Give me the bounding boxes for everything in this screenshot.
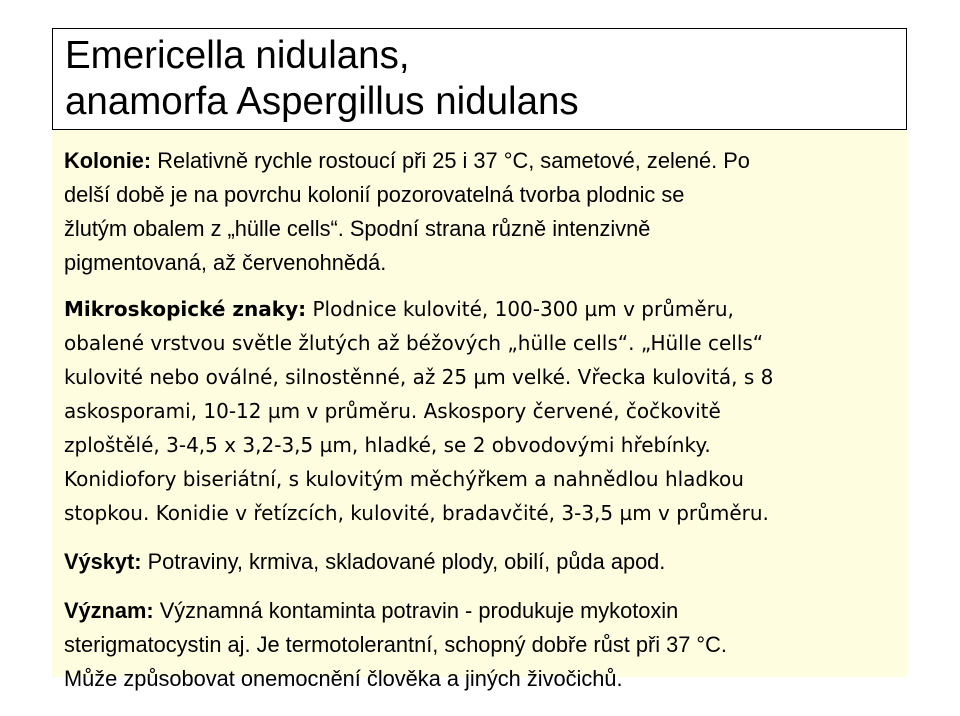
kolonie-line-2: delší době je na povrchu kolonií pozorovatelná tvorba plodnic se — [64, 182, 685, 207]
vyskyt-line-1: Výskyt: Potraviny, krmiva, skladované plody, obilí, půda apod. — [64, 549, 666, 574]
mikroskopicke-line-1: Mikroskopické znaky: Plodnice kulovité, 100-300 µm v průměru, — [64, 297, 734, 321]
title-line-1: Emericella nidulans, — [65, 34, 410, 77]
vyznam-paragraph — [64, 594, 907, 696]
kolonie-paragraph — [64, 144, 907, 280]
mikroskopicke-line-2: obalené vrstvou světle žlutých až béžových „hülle cells“. „Hülle cells“ — [64, 331, 764, 355]
kolonie-label: Kolonie: — [64, 148, 152, 173]
mikroskopicke-label: Mikroskopické znaky: — [64, 297, 307, 321]
mikroskopicke-line-4: askosporami, 10-12 µm v průměru. Askospory červené, čočkovitě — [64, 399, 721, 423]
content-panel — [52, 130, 907, 691]
vyskyt-label: Výskyt: — [64, 549, 142, 574]
mikroskopicke-line-7: stopkou. Konidie v řetízcích, kulovité, bradavčité, 3-3,5 µm v průměru. — [64, 501, 769, 525]
title-line-2: anamorfa Aspergillus nidulans — [65, 80, 579, 123]
mikroskopicke-line-5: zploštělé, 3-4,5 x 3,2-3,5 µm, hladké, se 2 obvodovými hřebínky. — [64, 433, 711, 457]
kolonie-line-3: žlutým obalem z „hülle cells“. Spodní strana různě intenzivně — [64, 216, 651, 241]
slide-title — [52, 28, 907, 130]
mikroskopicke-line-3: kulovité nebo oválné, silnostěnné, až 25 µm velké. Vřecka kulovitá, s 8 — [64, 365, 774, 389]
vyskyt-paragraph — [64, 545, 907, 579]
kolonie-line-1: Kolonie: Relativně rychle rostoucí při 25 i 37 °C, sametové, zelené. Po — [64, 148, 750, 173]
vyznam-label: Význam: — [64, 598, 154, 623]
mikroskopicke-line-6: Konidiofory biseriátní, s kulovitým měchýřkem a nahnědlou hladkou — [64, 467, 744, 491]
vyznam-line-3: Může způsobovat onemocnění člověka a jiných živočichů. — [64, 666, 623, 691]
vyznam-line-1: Význam: Významná kontaminta potravin - produkuje mykotoxin — [64, 598, 679, 623]
mikroskopicke-paragraph — [64, 292, 907, 530]
kolonie-line-4: pigmentovaná, až červenohnědá. — [64, 250, 387, 275]
vyznam-line-2: sterigmatocystin aj. Je termotolerantní, schopný dobře růst při 37 °C. — [64, 632, 727, 657]
